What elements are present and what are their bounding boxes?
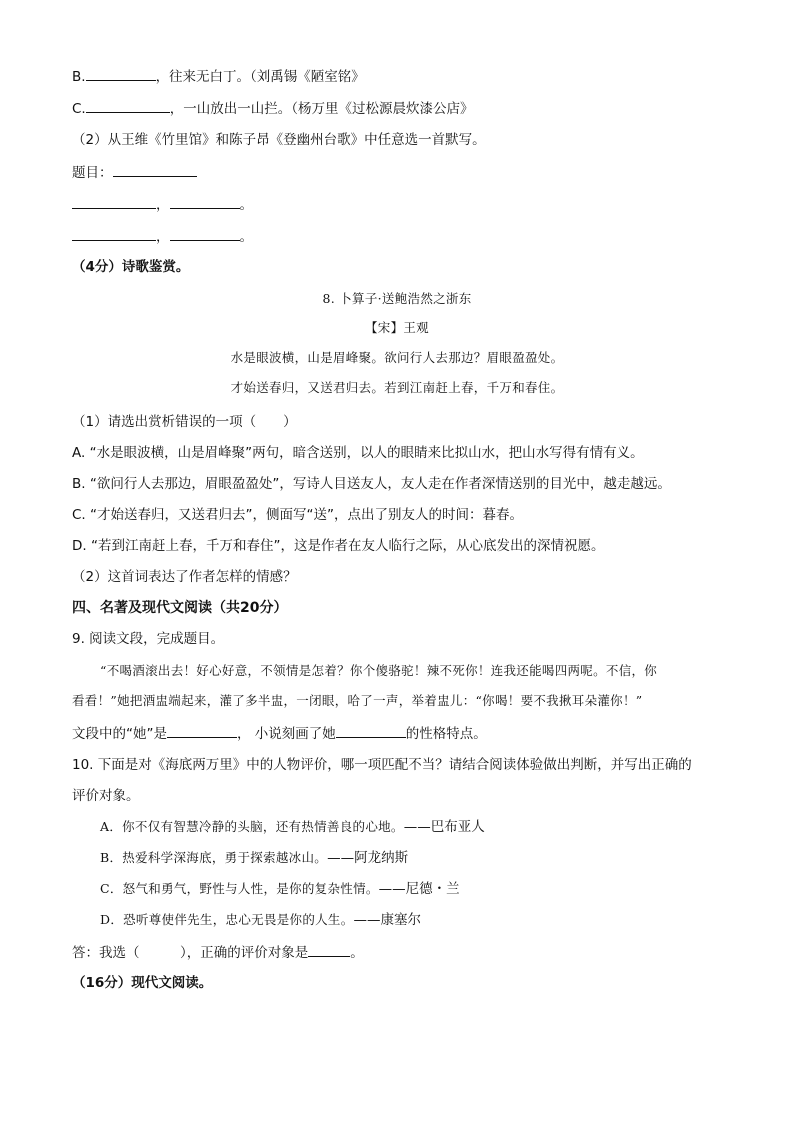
- question-10-option-b: B．热爱科学深海底，勇于探索越冰山。——阿龙纳斯: [100, 850, 409, 866]
- question-10-prompt-line-2: 评价对象。: [72, 788, 140, 804]
- passage-line-2: 看看！”她把酒盅端起来，灌了多半盅，一闭眼，哈了一声，举着盅儿：“你喝！要不我揪耳朵灌你！”: [72, 693, 643, 708]
- poem-title: 8. 卜算子·送鲍浩然之浙东: [322, 291, 472, 306]
- answer-blank[interactable]: [86, 66, 156, 81]
- answer-blank[interactable]: [170, 226, 240, 241]
- modern-reading-header: （16分）现代文阅读。: [72, 975, 213, 991]
- section-4-heading: 四、名著及现代文阅读（共20分）: [72, 600, 288, 616]
- recitation-blank-line-1: ， 。: [72, 194, 253, 215]
- poetry-option-a: A. “水是眼波横，山是眉峰聚”两句，暗含送别，以人的眼睛来比拟山水，把山水写得有情有义。: [72, 445, 644, 461]
- answer-blank[interactable]: [170, 194, 240, 209]
- passage-line-1: “不喝酒滚出去！好心好意，不领情是怎着？你个傻骆驼！辣不死你！连我还能喝四两呢。不信，你: [100, 663, 658, 678]
- answer-blank[interactable]: [72, 194, 156, 209]
- poetry-option-d: D. “若到江南赶上春，千万和春住”，这是作者在友人临行之际，从心底发出的深情祝愿。: [72, 538, 605, 554]
- answer-blank[interactable]: [86, 98, 170, 113]
- question-10-option-d: D．恐听尊使伴先生，忠心无畏是你的人生。——康塞尔: [100, 912, 422, 928]
- question-9-answer-line: 文段中的“她”是 ， 小说刻画了她 的性格特点。: [72, 723, 487, 744]
- poem-author: 【宋】王观: [364, 320, 429, 335]
- question-9-prompt: 9. 阅读文段，完成题目。: [72, 631, 225, 647]
- answer-blank[interactable]: [336, 723, 406, 738]
- poem-line-2: 才始送春归，又送君归去。若到江南赶上春，千万和春住。: [230, 380, 564, 395]
- poetry-section-header: （4分）诗歌鉴赏。: [72, 259, 190, 275]
- title-line: 题目：: [72, 162, 197, 183]
- recitation-question-2: （2）从王维《竹里馆》和陈子昂《登幽州台歌》中任意选一首默写。: [72, 132, 486, 148]
- question-10-option-a: A．你不仅有智慧冷静的头脑，还有热情善良的心地。——巴布亚人: [100, 819, 485, 835]
- answer-blank[interactable]: [308, 942, 350, 957]
- poetry-question-2: （2）这首词表达了作者怎样的情感？: [72, 569, 297, 585]
- answer-blank[interactable]: [113, 162, 197, 177]
- recitation-line-b: B. ，往来无白丁。（刘禹锡《陋室铭》: [72, 66, 365, 87]
- poem-line-1: 水是眼波横，山是眉峰聚。欲问行人去那边？眉眼盈盈处。: [230, 350, 564, 365]
- recitation-blank-line-2: ， 。: [72, 226, 253, 247]
- recitation-line-c: C. ，一山放出一山拦。（杨万里《过松源晨炊漆公店》: [72, 98, 473, 119]
- answer-blank[interactable]: [167, 723, 237, 738]
- poetry-question-1: （1）请选出赏析错误的一项（ ）: [72, 414, 297, 430]
- poetry-option-b: B. “欲问行人去那边，眉眼盈盈处”，写诗人目送友人，友人走在作者深情送别的目光中，越走越远。: [72, 476, 671, 492]
- question-10-option-c: C．怒气和勇气，野性与人性，是你的复杂性情。——尼德・兰: [100, 881, 460, 897]
- question-10-answer-line: 答：我选（ ），正确的评价对象是 。: [72, 942, 364, 963]
- answer-blank[interactable]: [72, 226, 156, 241]
- poetry-option-c: C. “才始送春归，又送君归去”，侧面写“送”，点出了别友人的时间：暮春。: [72, 507, 523, 523]
- question-10-prompt-line-1: 10. 下面是对《海底两万里》中的人物评价，哪一项匹配不当？请结合阅读体验做出判断，并写出正确的: [72, 757, 692, 773]
